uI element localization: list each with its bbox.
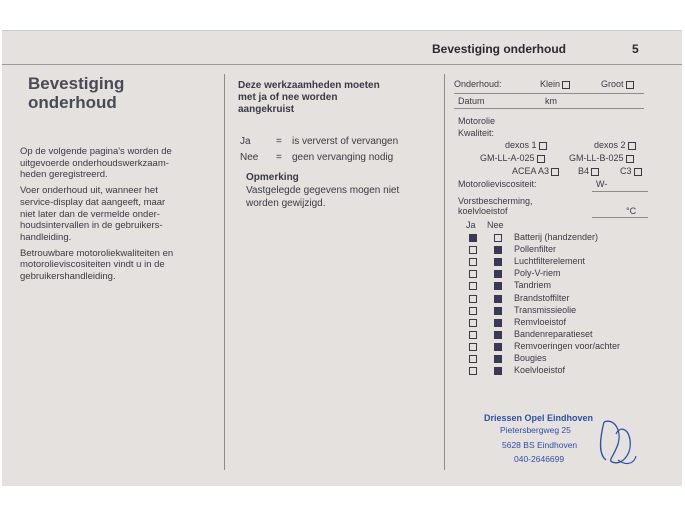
remark-title: Opmerking [246, 172, 299, 183]
checklist-item-label: Brandstoffilter [514, 293, 570, 303]
klein-checkbox[interactable] [562, 81, 570, 89]
dexos1-option[interactable] [505, 140, 547, 150]
gm-b-option[interactable] [569, 153, 634, 163]
nee-meaning: geen vervanging nodig [292, 152, 394, 163]
ja-column-header: Ja [466, 220, 476, 230]
ja-checkbox[interactable] [469, 295, 477, 303]
dealer-stamp-city: 5628 BS Eindhoven [502, 440, 578, 450]
gm-a-option[interactable] [480, 153, 545, 163]
ja-checkbox[interactable] [469, 331, 477, 339]
vorst-label-1: Vorstbescherming, [458, 196, 533, 206]
nee-checkbox[interactable] [494, 307, 502, 315]
kwaliteit-label: Kwaliteit: [458, 128, 495, 138]
ja-equals: = [276, 136, 282, 147]
nee-checkbox[interactable] [494, 270, 502, 278]
groot-checkbox[interactable] [626, 81, 634, 89]
nee-checkbox[interactable] [494, 331, 502, 339]
nee-checkbox[interactable] [494, 246, 502, 254]
celsius-label: °C [626, 206, 637, 216]
acea-option[interactable] [512, 166, 559, 176]
heading-line: Deze werkzaamheden moeten [238, 80, 380, 91]
instructions-column [238, 80, 438, 116]
nee-checkbox[interactable] [494, 258, 502, 266]
checklist-item-label: Bandenreparatieset [514, 329, 593, 339]
nee-checkbox[interactable] [494, 282, 502, 290]
heading-line: aangekruist [238, 104, 295, 115]
dealer-stamp-name: Driessen Opel Eindhoven [484, 413, 594, 423]
gm-b-checkbox[interactable] [626, 155, 634, 163]
checklist-item-label: Transmissieolie [514, 305, 577, 315]
section-title-line: onderhoud [28, 93, 117, 112]
acea-label: ACEA A3 [512, 166, 550, 176]
onderhoud-label: Onderhoud: [454, 79, 502, 89]
text-line: heden geregistreerd. [20, 169, 108, 181]
checklist-item-label: Remvloeistof [514, 317, 567, 327]
dealer-stamp-street: Pietersbergweg 25 [500, 425, 571, 435]
ja-checkbox[interactable] [469, 319, 477, 327]
text-line: worden gewijzigd. [246, 198, 326, 209]
section-title [28, 74, 220, 112]
c3-checkbox[interactable] [634, 168, 642, 176]
w-label: W- [596, 179, 608, 189]
intro-paragraph-3 [20, 248, 220, 283]
nee-label: Nee [240, 152, 259, 163]
c3-option[interactable] [620, 166, 642, 176]
text-line: Betrouwbare motoroliekwaliteiten en [20, 247, 174, 259]
groot-option[interactable] [601, 79, 634, 89]
ja-meaning: is ververst of vervangen [292, 136, 399, 147]
ja-checkbox[interactable] [469, 246, 477, 254]
b4-label: B4 [578, 166, 590, 176]
text-line: houdsintervallen in de gebruikers- [20, 220, 163, 232]
ja-checkbox[interactable] [469, 270, 477, 278]
header-divider [2, 64, 682, 65]
text-line: gebruikershandleiding. [20, 271, 116, 283]
heading-line: met ja of nee worden [238, 92, 338, 103]
text-line: service-display dat aangeeft, maar [20, 196, 166, 208]
text-line: Voer onderhoud uit, wanneer het [20, 185, 158, 197]
text-line: Op de volgende pagina's worden de [20, 146, 172, 157]
checklist-item-label: Luchtfilterelement [514, 256, 586, 266]
vorst-label-2: koelvloeistof [458, 206, 508, 216]
ja-checkbox[interactable] [469, 282, 477, 290]
gm-b-label: GM-LL-B-025 [569, 153, 624, 163]
text-line: motorolieviscositeiten vindt u in de [20, 259, 165, 271]
dealer-stamp-phone: 040-2646699 [514, 454, 565, 464]
ja-checkbox[interactable] [469, 258, 477, 266]
nee-equals: = [276, 152, 282, 163]
checklist-item-label: Tandriem [514, 280, 552, 290]
acea-checkbox[interactable] [551, 168, 559, 176]
nee-checkbox[interactable] [494, 343, 502, 351]
checklist-item-label: Bougies [514, 353, 547, 363]
motorolie-label: Motorolie [458, 116, 496, 126]
text-line: Vastgelegde gegevens mogen niet [246, 185, 400, 196]
checklist-item-label: Poly-V-riem [514, 268, 561, 278]
page-number: 5 [632, 42, 639, 56]
ja-checkbox[interactable] [469, 367, 477, 375]
intro-column [20, 74, 220, 283]
groot-label: Groot [601, 79, 624, 89]
checklist-item-label: Remvoeringen voor/achter [514, 341, 621, 351]
ja-checkbox[interactable] [469, 307, 477, 315]
viscositeit-label: Motorolieviscositeit: [458, 179, 537, 189]
instructions-heading [238, 80, 438, 116]
checklist-item-label: Koelvloeistof [514, 365, 566, 375]
dexos1-label: dexos 1 [505, 140, 537, 150]
column-divider-left [224, 74, 225, 470]
checklist-item-label: Pollenfilter [514, 244, 557, 254]
checklist-item-label: Batterij (handzender) [514, 232, 599, 242]
text-line: niet later dan de vermelde onder- [20, 208, 160, 220]
intro-paragraph-1 [20, 146, 220, 181]
klein-option[interactable] [540, 79, 570, 89]
gm-a-label: GM-LL-A-025 [480, 153, 535, 163]
b4-option[interactable] [578, 166, 599, 176]
text-line: uitgevoerde onderhoudswerkzaam- [20, 157, 169, 169]
nee-checkbox[interactable] [494, 367, 502, 375]
handwritten-signature [592, 410, 640, 472]
nee-column-header: Nee [487, 220, 504, 230]
nee-checkbox[interactable] [494, 295, 502, 303]
b4-checkbox[interactable] [591, 168, 599, 176]
intro-paragraph-2 [20, 185, 220, 244]
dexos2-label: dexos 2 [594, 140, 626, 150]
gm-a-checkbox[interactable] [537, 155, 545, 163]
km-label: km [545, 96, 557, 106]
c3-label: C3 [620, 166, 632, 176]
dexos2-option[interactable] [594, 140, 636, 150]
dexos2-checkbox[interactable] [628, 142, 636, 150]
section-title-line: Bevestiging [28, 74, 125, 93]
ja-checkbox[interactable] [469, 343, 477, 351]
column-divider-right [444, 74, 445, 470]
dexos1-checkbox[interactable] [539, 142, 547, 150]
klein-label: Klein [540, 79, 561, 89]
nee-checkbox[interactable] [494, 234, 502, 242]
datum-label: Datum [458, 96, 485, 106]
ja-checkbox[interactable] [469, 234, 477, 242]
ja-label: Ja [240, 136, 251, 147]
ja-checkbox[interactable] [469, 355, 477, 363]
remark-text [246, 184, 399, 210]
form-line [592, 217, 648, 218]
form-line [592, 191, 648, 192]
text-line: handleiding. [20, 231, 72, 243]
page-header-title: Bevestiging onderhoud [432, 42, 567, 56]
nee-checkbox[interactable] [494, 319, 502, 327]
form-line [454, 108, 644, 109]
nee-checkbox[interactable] [494, 355, 502, 363]
form-line [454, 93, 644, 94]
